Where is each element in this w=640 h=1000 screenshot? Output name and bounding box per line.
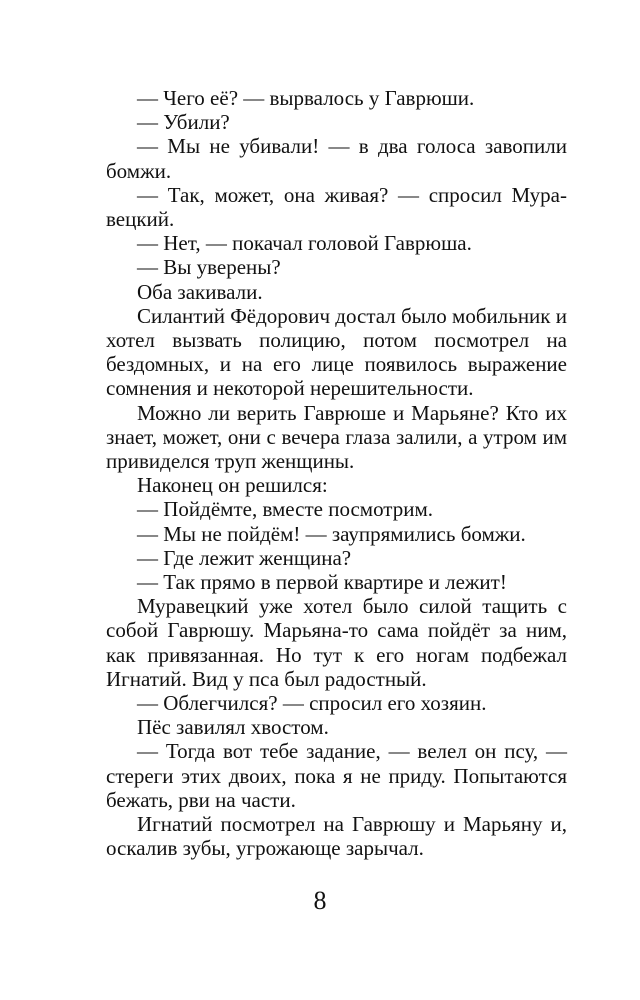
paragraph-13: — Где лежит женщина? bbox=[137, 545, 352, 570]
paragraph-14: — Так прямо в первой квартире и лежит! bbox=[137, 570, 507, 595]
paragraph-8: Силантий Фёдорович достал было мобильник и хотел вызвать полицию, потом посмотрел на бездомных, и на его лице появилось выражение сомнения и некоторой нерешительности. bbox=[106, 303, 567, 401]
paragraph-19: Игнатий посмотрел на Гаврюшу и Марьяну и, оскалив зубы, угрожающе зарычал. bbox=[106, 812, 567, 861]
paragraph-11: — Пойдёмте, вместе посмотрим. bbox=[137, 497, 434, 522]
paragraph-18: — Тогда вот тебе задание, — велел он псу, — стереги этих двоих, пока я не приду. Попытаются бежать, рви на части. bbox=[106, 739, 567, 812]
paragraph-10: Наконец он решился: bbox=[137, 473, 328, 498]
paragraph-3: — Мы не убивали! — в два голоса завопили бомжи. bbox=[106, 134, 567, 183]
paragraph-2: — Убили? bbox=[137, 110, 230, 135]
paragraph-9: Можно ли верить Гаврюше и Марьяне? Кто их знает, может, они с вечера глаза залили, а утром им привиделся труп женщины. bbox=[106, 400, 567, 474]
paragraph-16: — Облегчился? — спросил его хозяин. bbox=[137, 691, 487, 716]
body-text bbox=[106, 86, 567, 861]
paragraph-5: — Нет, — покачал головой Гаврюша. bbox=[137, 231, 472, 256]
paragraph-17: Пёс завилял хвостом. bbox=[137, 715, 329, 740]
paragraph-12: — Мы не пойдём! — заупрямились бомжи. bbox=[137, 521, 526, 546]
paragraph-4: — Так, может, она живая? — спросил Муравецкий. bbox=[106, 182, 567, 232]
paragraph-6: — Вы уверены? bbox=[137, 255, 281, 280]
paragraph-15: Муравецкий уже хотел было силой тащить с собой Гаврюшу. Марьяна-то сама пойдёт за ним, как привязанная. Но тут к его ногам подбежал Игнатий. Вид у пса был радостный. bbox=[106, 594, 567, 691]
paragraph-7: Оба закивали. bbox=[137, 279, 263, 304]
page-number: 8 bbox=[313, 886, 327, 915]
paragraph-1: — Чего её? — вырвалось у Гаврюши. bbox=[137, 86, 475, 110]
